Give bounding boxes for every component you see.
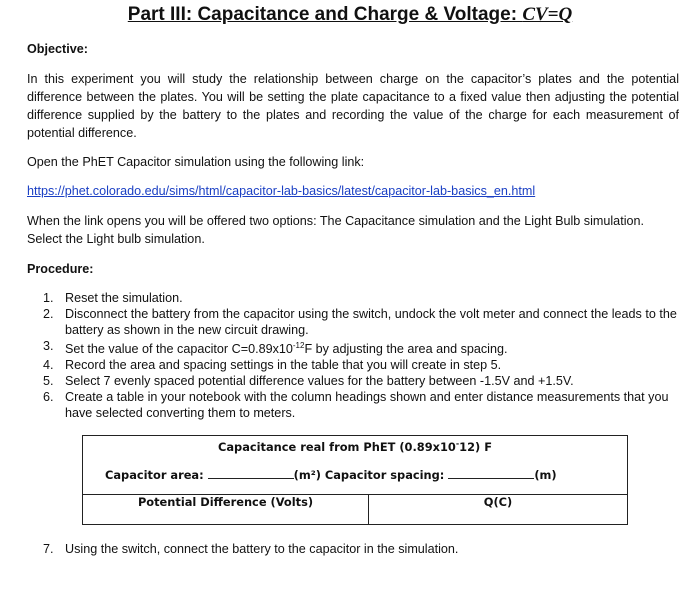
column-header-charge: Q(C) xyxy=(369,495,628,525)
objective-paragraph: In this experiment you will study the relationship between charge on the capacitor’s plates and the potential difference between the plates. You will be setting the plate capacitance to a fixed value then adjusting the potential difference supplied by the battery to the plates and recording the value of the charge for each measurement of potential difference. xyxy=(27,72,679,140)
area-spacing-line: Capacitor area: (m²) Capacitor spacing: (m) xyxy=(105,467,557,482)
objective-heading: Objective: xyxy=(27,42,88,56)
title-equation: CV=Q xyxy=(522,4,573,25)
list-item: 3. Set the value of the capacitor $C=0.89x10^{-12}F$ by adjusting the area and spacing. xyxy=(43,339,508,357)
open-instructions: Open the PhET Capacitor simulation using the following link: xyxy=(27,155,365,169)
procedure-final-step xyxy=(27,541,679,557)
procedure-steps xyxy=(27,290,679,421)
data-table xyxy=(82,435,628,525)
list-item: 1. Reset the simulation. xyxy=(43,291,183,305)
list-item: 2. Disconnect the battery from the capacitor using the switch, undock the volt meter and connect the leads to the battery as shown in the new circuit drawing. xyxy=(43,307,677,337)
capacitance-label: Capacitance real from PhET (0.89x10-12) F xyxy=(218,439,492,454)
column-header-voltage: Potential Difference (Volts) xyxy=(83,495,369,525)
title-text: Part III: Capacitance and Charge & Voltage: xyxy=(127,4,523,25)
table-header-cell xyxy=(83,436,628,495)
phet-link[interactable]: https://phet.colorado.edu/sims/html/capacitor-lab-basics/latest/capacitor-lab-basics_en.html xyxy=(27,184,536,198)
list-item: 6. Create a table in your notebook with the column headings shown and enter distance measurements that you have selected converting them to meters. xyxy=(43,390,669,421)
options-paragraph: When the link opens you will be offered two options: The Capacitance simulation and the Light Bulb simulation. Select the Light bulb simulation. xyxy=(27,214,644,246)
spacing-blank xyxy=(448,467,534,479)
list-item: 7. Using the switch, connect the battery to the capacitor in the simulation. xyxy=(43,542,459,556)
page-title xyxy=(0,4,700,26)
area-blank xyxy=(208,467,294,479)
procedure-heading: Procedure: xyxy=(27,262,94,276)
list-item: 5. Select 7 evenly spaced potential difference values for the battery between -1.5V and +1.5V. xyxy=(43,374,574,389)
list-item: 4. Record the area and spacing settings in the table that you will create in step 5. xyxy=(43,358,502,373)
